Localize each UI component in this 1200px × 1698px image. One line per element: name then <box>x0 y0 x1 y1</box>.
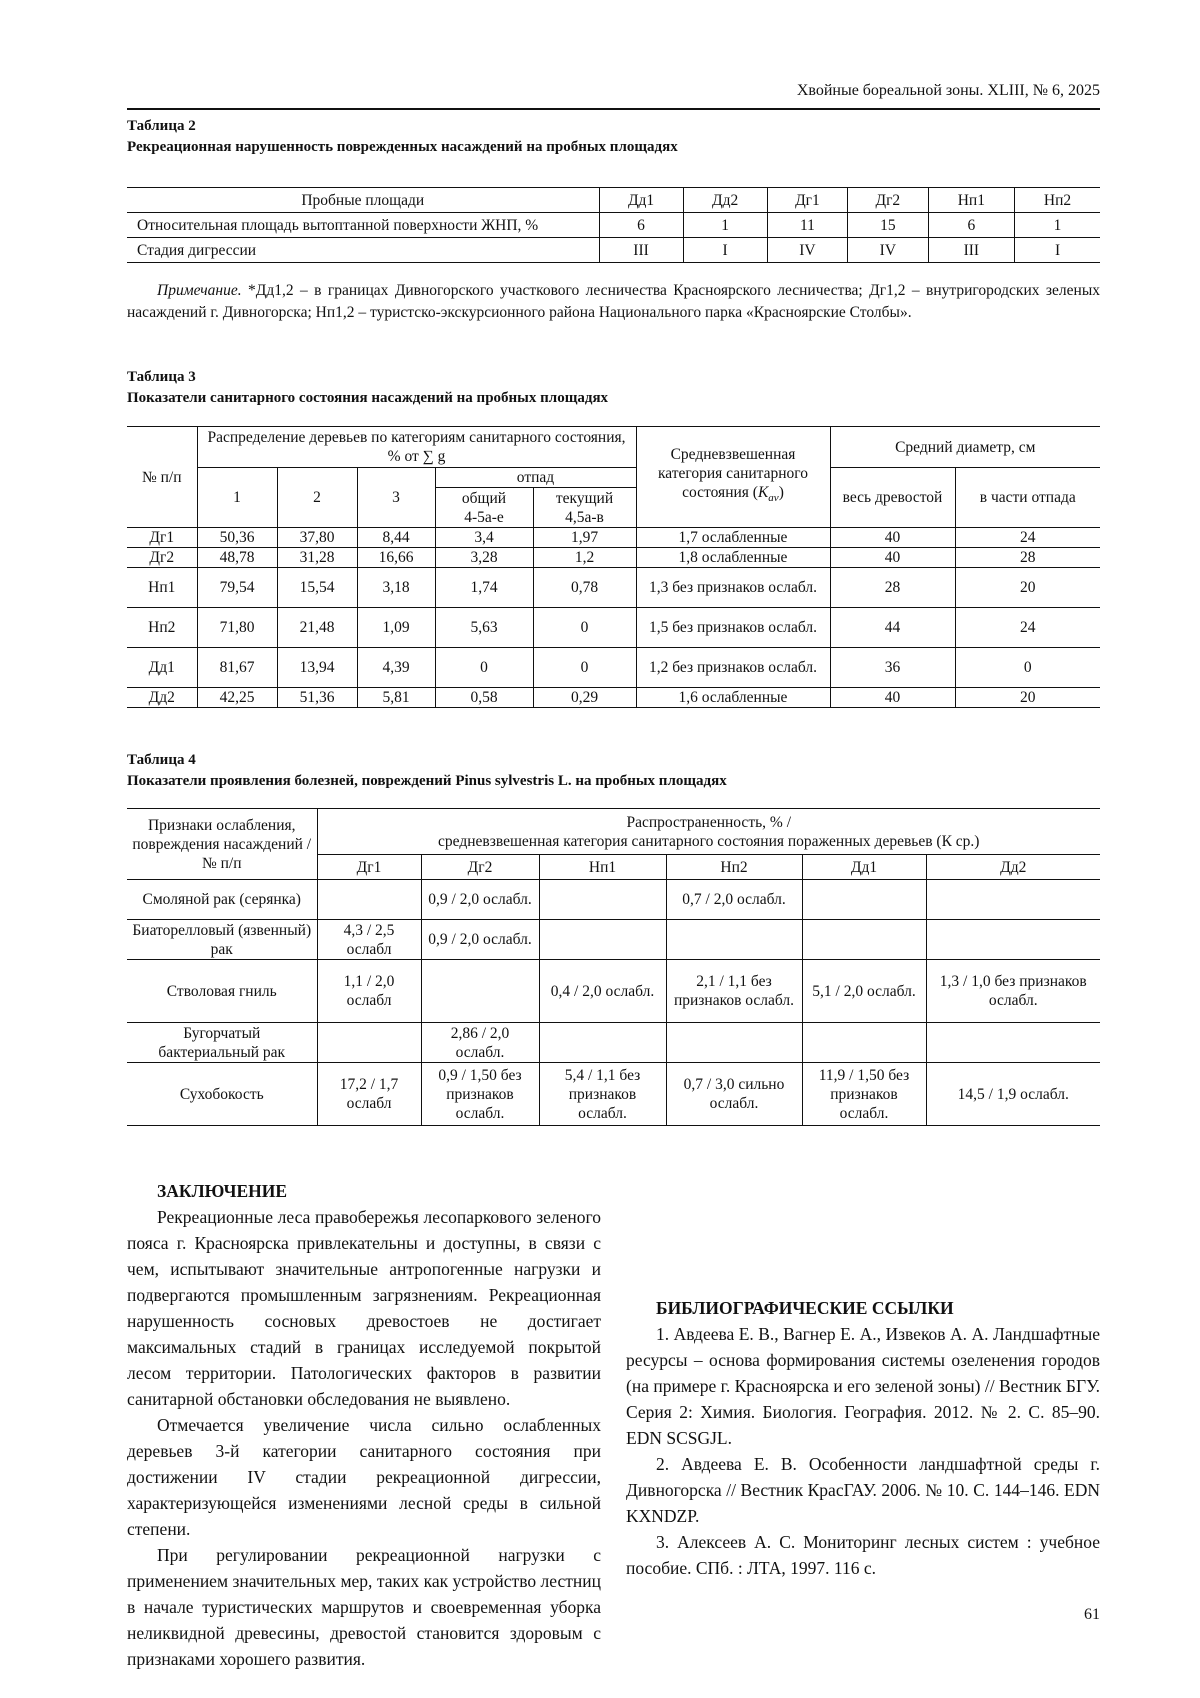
table4-row-label: Стволовая гниль <box>127 960 317 1023</box>
table3-header-row <box>127 427 1100 468</box>
table4-cell: 11,9 / 1,50 без признаков ослабл. <box>802 1063 926 1126</box>
table-row <box>127 528 1100 548</box>
conclusion-paragraph: Отмечается увеличение числа сильно ослабленных деревьев 3-й категории санитарного состояния при достижении IV стадии рекреационной дигрессии, характеризующейся изменениями лесной среды в сильной степени. <box>127 1415 601 1539</box>
table2-row-label: Относительная площадь вытоптанной поверхности ЖНП, % <box>127 213 599 238</box>
table2-col-header: Нп1 <box>928 188 1015 213</box>
table3-cell: 40 <box>830 548 955 568</box>
table-row <box>127 920 1100 960</box>
table3-cell: 31,28 <box>277 548 357 568</box>
table3-diam-all-header: весь древостой <box>830 468 955 528</box>
table4-row-label: Смоляной рак (серянка) <box>127 880 317 920</box>
table3-diam-header: Средний диаметр, см <box>830 427 1100 468</box>
table4-cell <box>802 920 926 960</box>
table3-cell: 1,97 <box>533 528 636 548</box>
table4-cell: 5,1 / 2,0 ослабл. <box>802 960 926 1023</box>
table4-cell: 2,1 / 1,1 без признаков ослабл. <box>666 960 802 1023</box>
table3-diam-dead-header: в части отпада <box>955 468 1100 528</box>
note-text: *Дд1,2 – в границах Дивногорского участкового лесничества Красноярского лесничества; Дг1,2 – внутригородских зеленых насаждений г. Дивногорска; Нп1,2 – туристско-экскурсионного района Национального парка «Красноярские Столбы». <box>127 282 1100 321</box>
table-row <box>127 213 1100 238</box>
table3-cell: 79,54 <box>197 568 277 608</box>
table4-cell: 1,1 / 2,0 ослабл <box>317 960 421 1023</box>
table3-cell: 1,09 <box>357 608 435 648</box>
table2-col-header: Нп2 <box>1015 188 1100 213</box>
table3-cell: 37,80 <box>277 528 357 548</box>
table4 <box>127 808 1100 1126</box>
table3-cell: 16,66 <box>357 548 435 568</box>
table3-cell: 51,36 <box>277 688 357 708</box>
table4-signs-header: Признаки ослабления, повреждения насаждений / № п/п <box>127 809 317 880</box>
table3-cell: 1,2 без признаков ослабл. <box>636 648 830 688</box>
conclusion-paragraph: При регулировании рекреационной нагрузки с применением значительных мер, таких как устройство лестниц в начале туристических маршрутов и своевременная уборка неликвидной древесины, древостой становится здоровым с признаками хорошего развития. <box>127 1545 601 1669</box>
table3-cell: 36 <box>830 648 955 688</box>
table4-cell: 4,3 / 2,5 ослабл <box>317 920 421 960</box>
table4-cell <box>802 880 926 920</box>
table4-prev-header <box>317 809 1100 855</box>
table2-header-cell: Пробные площади <box>127 188 599 213</box>
table4-row-label: Биаторелловый (язвенный) рак <box>127 920 317 960</box>
table3-cell: 24 <box>955 608 1100 648</box>
table3-cell: 3,18 <box>357 568 435 608</box>
table4-cell: 0,7 / 2,0 ослабл. <box>666 880 802 920</box>
table-row <box>127 1063 1100 1126</box>
table4-cell <box>926 920 1100 960</box>
table3-cell: 40 <box>830 528 955 548</box>
table4-prev-line1: Распространенность, % / <box>626 813 791 831</box>
table4-cell <box>926 1023 1100 1063</box>
table4-cell <box>539 1023 666 1063</box>
table3 <box>127 426 1100 708</box>
table2-row-label: Стадия дигрессии <box>127 238 599 263</box>
table4-row-label: Бугорчатый бактериальный рак <box>127 1023 317 1063</box>
table3-cell: 13,94 <box>277 648 357 688</box>
table4-cell: 0,4 / 2,0 ослабл. <box>539 960 666 1023</box>
table3-weighted-k: K <box>757 484 769 502</box>
reference-item: 2. Авдеева Е. В. Особенности ландшафтной среды г. Дивногорска // Вестник КрасГАУ. 2006. № 10. С. 144–146. EDN KXNDZP. <box>626 1454 1100 1526</box>
table3-weighted-header <box>636 427 830 528</box>
table3-cell: 5,81 <box>357 688 435 708</box>
conclusion-paragraph: Рекреационные леса правобережья лесопаркового зеленого пояса г. Красноярска привлекательны и доступны, в связи с чем, испытывают значительные антропогенные нагрузки и подвергаются промышленным загрязнениям. Рекреационная нарушенность сосновых древостоев не достигает максимальных стадий в границах исследуемой покрытой лесом территории. Патологических факторов в развитии санитарной обстановки обследования не выявлено. <box>127 1207 601 1409</box>
table3-cell: 20 <box>955 688 1100 708</box>
table3-cell: 1,74 <box>435 568 533 608</box>
table3-current-label: текущий <box>555 489 614 507</box>
table2-header-row <box>127 188 1100 213</box>
table2-cell: 6 <box>599 213 683 238</box>
table4-col-header: Нп1 <box>539 855 666 880</box>
table4-cell <box>317 880 421 920</box>
table-row <box>127 960 1100 1023</box>
table4-prev-line2: средневзвешенная категория санитарного состояния пораженных деревьев (К ср.) <box>438 832 980 850</box>
table3-cell: 1,8 ослабленные <box>636 548 830 568</box>
table3-cat-header: 2 <box>277 468 357 528</box>
table3-cell: 15,54 <box>277 568 357 608</box>
table4-cell <box>802 1023 926 1063</box>
table4-col-header: Дд1 <box>802 855 926 880</box>
table-row <box>127 568 1100 608</box>
table4-col-header: Дд2 <box>926 855 1100 880</box>
table3-row-id: Дд1 <box>127 648 197 688</box>
table3-cell: 1,7 ослабленные <box>636 528 830 548</box>
table3-cell: 44 <box>830 608 955 648</box>
table4-cell: 14,5 / 1,9 ослабл. <box>926 1063 1100 1126</box>
table3-cell: 0 <box>435 648 533 688</box>
table2-col-header: Дг1 <box>767 188 847 213</box>
table2-cell: 6 <box>928 213 1015 238</box>
table3-row-id: Дг2 <box>127 548 197 568</box>
references-section <box>626 1295 1100 1581</box>
table2-cell: 1 <box>683 213 767 238</box>
conclusion-heading: ЗАКЛЮЧЕНИЕ <box>157 1181 288 1201</box>
table3-cell: 0,29 <box>533 688 636 708</box>
table4-cell <box>539 880 666 920</box>
table3-cell: 28 <box>830 568 955 608</box>
table3-cell: 0 <box>533 608 636 648</box>
table3-row-id: Дг1 <box>127 528 197 548</box>
table2-cell: 1 <box>1015 213 1100 238</box>
table2-label: Таблица 2 <box>127 118 196 134</box>
table2-cell: I <box>683 238 767 263</box>
table4-cell <box>317 1023 421 1063</box>
table-row <box>127 688 1100 708</box>
table3-cell: 20 <box>955 568 1100 608</box>
table4-title: Показатели проявления болезней, повреждений Pinus sylvestris L. на пробных площадях <box>127 773 727 789</box>
table2-col-header: Дд1 <box>599 188 683 213</box>
table3-num-header: № п/п <box>127 427 197 528</box>
table4-col-header: Нп2 <box>666 855 802 880</box>
table2-cell: I <box>1015 238 1100 263</box>
table3-cell: 1,3 без признаков ослабл. <box>636 568 830 608</box>
table4-header-row <box>127 809 1100 855</box>
table3-cell: 71,80 <box>197 608 277 648</box>
left-column <box>127 1178 601 1672</box>
table3-cell: 48,78 <box>197 548 277 568</box>
table4-cell: 0,9 / 2,0 ослабл. <box>421 880 539 920</box>
note-prefix: Примечание. <box>157 282 242 299</box>
table4-cell: 5,4 / 1,1 без признаков ослабл. <box>539 1063 666 1126</box>
reference-item: 1. Авдеева Е. В., Вагнер Е. А., Извеков А. А. Ландшафтные ресурсы – основа формирования системы озеленения городов (на примере г. Красноярска и его зеленой зоны) // Вестник БГУ. Серия 2: Химия. Биология. География. 2012. № 2. С. 85–90. EDN SCSGJL. <box>626 1324 1100 1448</box>
table4-cell <box>421 960 539 1023</box>
table3-row-id: Дд2 <box>127 688 197 708</box>
table3-header-row <box>127 468 1100 488</box>
table3-cat-header: 1 <box>197 468 277 528</box>
table3-weighted-close: ) <box>778 484 784 502</box>
table3-title: Показатели санитарного состояния насаждений на пробных площадях <box>127 390 609 406</box>
table3-cell: 0 <box>533 648 636 688</box>
table2-cell: 15 <box>848 213 928 238</box>
table3-cell: 4,39 <box>357 648 435 688</box>
table3-current-code: 4,5а-в <box>565 508 604 526</box>
table3-current-header <box>533 488 636 528</box>
table4-cell <box>539 920 666 960</box>
table4-cell: 1,3 / 1,0 без признаков ослабл. <box>926 960 1100 1023</box>
table4-cell <box>666 1023 802 1063</box>
table3-dist-header: Распределение деревьев по категориям санитарного состояния, % от ∑ g <box>197 427 636 468</box>
table3-cell: 1,6 ослабленные <box>636 688 830 708</box>
table4-col-header: Дг2 <box>421 855 539 880</box>
table4-col-header: Дг1 <box>317 855 421 880</box>
table4-cell <box>926 880 1100 920</box>
table3-cell: 1,5 без признаков ослабл. <box>636 608 830 648</box>
table3-cell: 28 <box>955 548 1100 568</box>
table4-label: Таблица 4 <box>127 752 196 768</box>
table-row <box>127 1023 1100 1063</box>
table3-cell: 1,2 <box>533 548 636 568</box>
table3-row-id: Нп1 <box>127 568 197 608</box>
table2-cell: 11 <box>767 213 847 238</box>
table4-cell: 17,2 / 1,7 ослабл <box>317 1063 421 1126</box>
table3-weighted-sub: av <box>768 492 779 505</box>
table2 <box>127 187 1100 263</box>
table3-cell: 0,58 <box>435 688 533 708</box>
table-row <box>127 548 1100 568</box>
table-row <box>127 880 1100 920</box>
table3-cat-header: 3 <box>357 468 435 528</box>
table3-cell: 42,25 <box>197 688 277 708</box>
table3-weighted-text: Средневзвешенная категория санитарного состояния ( <box>657 446 809 502</box>
table-row <box>127 648 1100 688</box>
table3-cell: 50,36 <box>197 528 277 548</box>
table4-cell: 0,9 / 1,50 без признаков ослабл. <box>421 1063 539 1126</box>
table2-cell: III <box>928 238 1015 263</box>
table3-cell: 3,4 <box>435 528 533 548</box>
table3-otpad-header: отпад <box>435 468 636 488</box>
table3-cell: 40 <box>830 688 955 708</box>
reference-item: 3. Алексеев А. С. Мониторинг лесных систем : учебное пособие. СПб. : ЛТА, 1997. 116 с. <box>626 1532 1100 1578</box>
table3-cell: 21,48 <box>277 608 357 648</box>
table4-cell: 0,7 / 3,0 сильно ослабл. <box>666 1063 802 1126</box>
table3-general-code: 4-5а-е <box>464 508 504 526</box>
table2-title: Рекреационная нарушенность поврежденных насаждений на пробных площадях <box>127 139 678 155</box>
table2-cell: IV <box>767 238 847 263</box>
table3-label: Таблица 3 <box>127 369 196 385</box>
table2-cell: III <box>599 238 683 263</box>
table3-general-label: общий <box>461 489 507 507</box>
table2-col-header: Дд2 <box>683 188 767 213</box>
table3-general-header <box>435 488 533 528</box>
table2-col-header: Дг2 <box>848 188 928 213</box>
table3-cell: 24 <box>955 528 1100 548</box>
table3-cell: 5,63 <box>435 608 533 648</box>
table3-cell: 81,67 <box>197 648 277 688</box>
table4-cell: 0,9 / 2,0 ослабл. <box>421 920 539 960</box>
table3-cell: 0 <box>955 648 1100 688</box>
journal-running-header: Хвойные бореальной зоны. XLIII, № 6, 2025 <box>796 82 1100 99</box>
references-heading: БИБЛИОГРАФИЧЕСКИЕ ССЫЛКИ <box>656 1298 954 1318</box>
page-number: 61 <box>1084 1606 1100 1623</box>
header-rule <box>127 108 1100 110</box>
table2-cell: IV <box>848 238 928 263</box>
table3-row-id: Нп2 <box>127 608 197 648</box>
table4-row-label: Сухобокость <box>127 1063 317 1126</box>
table3-cell: 0,78 <box>533 568 636 608</box>
table4-cell: 2,86 / 2,0 ослабл. <box>421 1023 539 1063</box>
table-row <box>127 608 1100 648</box>
table-row <box>127 238 1100 263</box>
table2-note <box>127 280 1100 324</box>
table3-cell: 3,28 <box>435 548 533 568</box>
table4-cell <box>666 920 802 960</box>
table3-cell: 8,44 <box>357 528 435 548</box>
